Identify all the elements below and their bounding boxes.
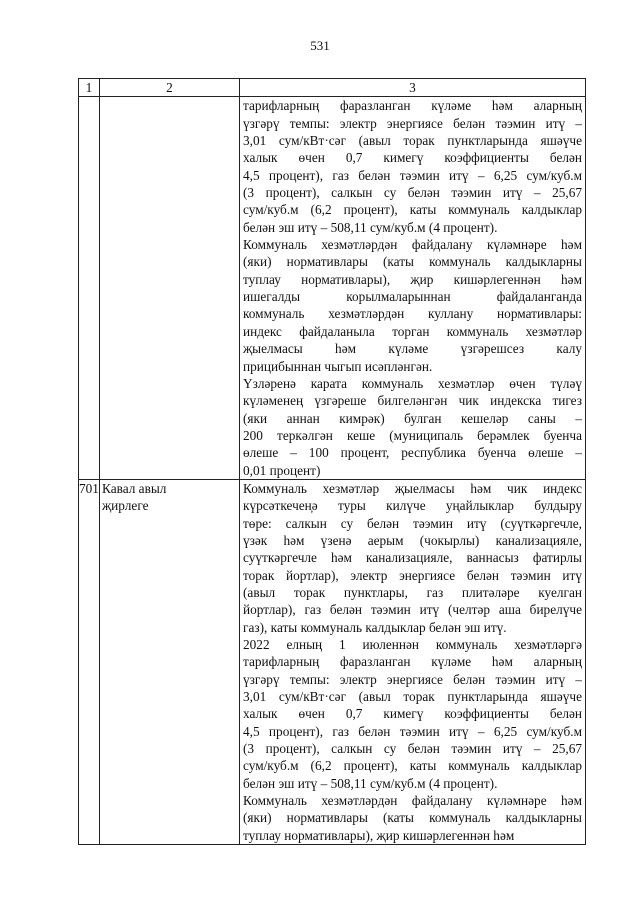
text-line: коммуналь хезмәтләрдән куллану нормативлары: <box>243 306 582 322</box>
row-number-cell <box>79 97 100 480</box>
text-line: үзгәрү темпы: электр энергиясе белән тәэмин итү – <box>243 115 582 131</box>
text-line: торак йортлар), электр энергиясе белән тәэмин итү <box>243 567 582 583</box>
row-number-cell <box>79 479 100 844</box>
text-line: тарифларның фаразланган күләме һәм аларның <box>243 654 582 670</box>
text-line: халык өчен 0,7 кимегү коэффициенты белән <box>243 150 582 166</box>
description-cell <box>240 479 586 844</box>
text-line: тарифларның фаразланган күләме һәм аларның <box>243 98 582 114</box>
text-line: (3 процент), салкын су белән тәэмин итү – 25,67 <box>243 185 582 201</box>
text-line: прицибыннан чыгып исәпләнгән. <box>243 358 433 374</box>
text-line: суүткәргечле һәм канализацияле, ваннасыз фатирлы <box>243 550 582 566</box>
header-cell-1: 1 <box>79 79 100 97</box>
text-line: җыелмасы һәм күләме үзгәрешсез калу <box>243 341 582 357</box>
settlement-name-cell <box>100 97 240 480</box>
table-header-row <box>79 79 586 97</box>
text-line: туплау нормативлары), җир кишәрлегеннән һәм <box>243 271 582 287</box>
text-line: ишегалды корылмаларыннан файдаланганда <box>243 289 582 305</box>
text-line: сум/куб.м (6,2 процент), каты коммуналь калдыклар <box>243 202 582 218</box>
text-line: 2022 елның 1 июленнән коммуналь хезмәтләргә <box>243 637 582 652</box>
header-cell-2: 2 <box>100 79 240 97</box>
description-cell <box>240 97 586 480</box>
text-line: (авыл торак пунктлары, газ плитәләре куелган <box>243 584 582 600</box>
text-line: күрсәткечен̦ә туры килүче уңайлыклар булдыру <box>243 498 582 514</box>
row-number: 701 <box>79 480 99 496</box>
table-row <box>79 479 586 844</box>
text-line: үзәк һәм үзенә аерым (чокырлы) канализацияле, <box>243 532 582 548</box>
page-number: 531 <box>310 38 330 53</box>
text-line: халык өчен 0,7 кимегү коэффициенты белән <box>243 706 582 722</box>
text-line: газ), каты коммуналь калдыклар белән эш итү. <box>243 619 507 635</box>
text-line: белән эш итү – 508,11 сум/куб.м (4 процент). <box>243 775 498 791</box>
text-line: сум/куб.м (6,2 процент), каты коммуналь калдыклар <box>243 758 582 774</box>
text-line: (3 процент), салкын су белән тәэмин итү – 25,67 <box>243 741 582 757</box>
text-line: белән эш итү – 508,11 сум/куб.м (4 процент). <box>243 219 498 235</box>
text-line: 0,01 процент) <box>243 462 321 478</box>
text-line: туплау нормативлары), җир кишәрлегеннән һәм <box>243 827 515 843</box>
text-line: күләменең үзгәреше билгеләнгән чик индекска тигез <box>243 393 582 409</box>
text-line: үзгәрү темпы: электр энергиясе белән тәэмин итү – <box>243 671 582 687</box>
text-line: Үзләренә карата коммуналь хезмәтләр өчен түләү <box>243 375 582 391</box>
text-line: өлеше – 100 процент, республика буенча өлеше – <box>243 445 582 461</box>
text-line: 3,01 сум/кВт·сәг (авыл торак пунктларында яшәүче <box>243 689 582 705</box>
description-text <box>240 480 585 844</box>
text-line: 4,5 процент), газ белән тәэмин итү – 6,25 сум/куб.м <box>243 723 582 739</box>
text-line: Коммуналь хезмәтләрдән файдалану күләмнәре һәм <box>243 237 582 253</box>
text-line: 4,5 процент), газ белән тәэмин итү – 6,25 сум/куб.м <box>243 167 582 183</box>
settlement-name-line: җирлеге <box>102 498 149 514</box>
header-cell-3: 3 <box>240 79 586 97</box>
document-table <box>78 78 586 845</box>
text-line: (яки) нормативлары (каты коммуналь калдыкларны <box>243 254 582 270</box>
settlement-name-line: Кавал авыл <box>102 480 167 496</box>
text-line: (яки аннан кимрәк) булган кешеләр саны – <box>243 410 582 426</box>
text-line: 200 теркәлгән кеше (муниципаль берәмлек буенча <box>243 427 582 443</box>
text-line: йортлар), газ белән тәэмин итү (челтәр аша бирелүче <box>243 602 582 618</box>
text-line: Коммуналь хезмәтләрдән файдалану күләмнәре һәм <box>243 793 582 809</box>
text-line: (яки) нормативлары (каты коммуналь калдыкларны <box>243 810 582 826</box>
text-line: 3,01 сум/кВт·сәг (авыл торак пунктларында яшәүче <box>243 133 582 149</box>
text-line: индекс файдаланыла торган коммуналь хезмәтләр <box>243 323 582 339</box>
text-line: төре: салкын су белән тәэмин итү (суүткәргечле, <box>243 515 582 531</box>
description-text <box>240 97 585 479</box>
table-row <box>79 97 586 480</box>
text-line: Коммуналь хезмәтләр җыелмасы һәм чик индекс <box>243 480 582 496</box>
settlement-name-cell <box>100 479 240 844</box>
